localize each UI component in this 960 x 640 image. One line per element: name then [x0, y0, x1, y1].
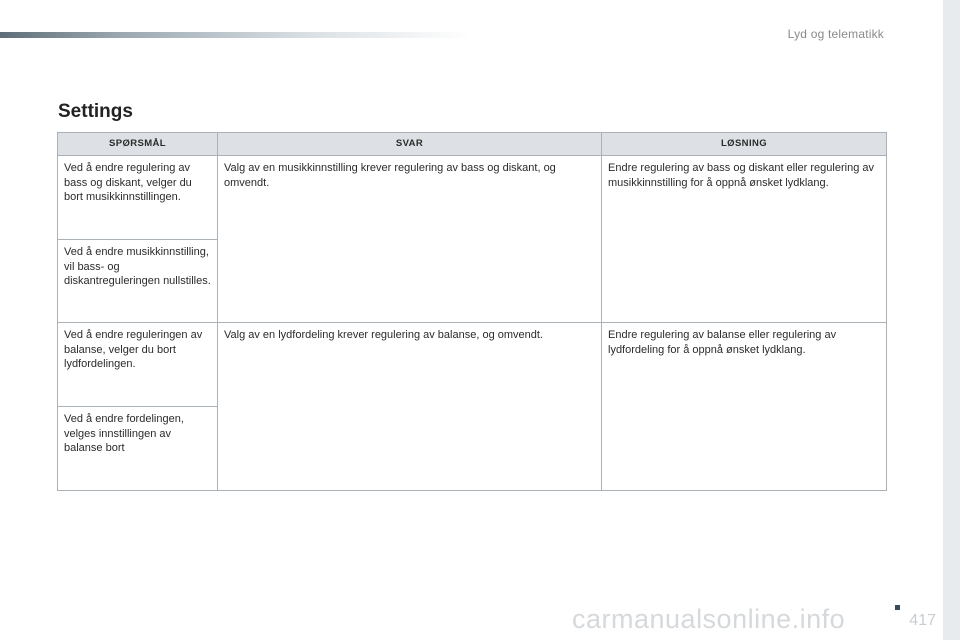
table-row: [58, 323, 887, 407]
question-cell: Ved å endre musikkinnstilling, vil bass- og diskantreguleringen nullstilles.: [58, 240, 218, 323]
table-row: [58, 156, 887, 240]
table-header-row: [58, 133, 887, 156]
question-cell: Ved å endre reguleringen av balanse, velger du bort lydfordelingen.: [58, 323, 218, 407]
question-cell: Ved å endre fordelingen, velges innstillingen av balanse bort: [58, 407, 218, 491]
page-number: 417: [909, 612, 936, 629]
section-title: Lyd og telematikk: [787, 27, 884, 41]
header-accent-bar: [0, 32, 470, 38]
column-header-solution: LØSNING: [602, 133, 887, 156]
question-cell: Ved å endre regulering av bass og diskant, velger du bort musikkinnstillingen.: [58, 156, 218, 240]
page-title: Settings: [58, 101, 133, 122]
solution-cell: Endre regulering av bass og diskant eller regulering av musikkinnstilling for å oppnå ønsket lydklang.: [602, 156, 887, 323]
watermark-text: carmanualsonline.info: [572, 604, 846, 634]
column-header-question: SPØRSMÅL: [58, 133, 218, 156]
answer-cell: Valg av en lydfordeling krever regulering av balanse, og omvendt.: [218, 323, 602, 491]
troubleshooting-table: [57, 132, 887, 491]
page-marker: [895, 605, 900, 610]
solution-cell: Endre regulering av balanse eller regulering av lydfordeling for å oppnå ønsket lydklang.: [602, 323, 887, 491]
column-header-answer: SVAR: [218, 133, 602, 156]
answer-cell: Valg av en musikkinnstilling krever regulering av bass og diskant, og omvendt.: [218, 156, 602, 323]
page-edge-strip: [943, 0, 960, 640]
